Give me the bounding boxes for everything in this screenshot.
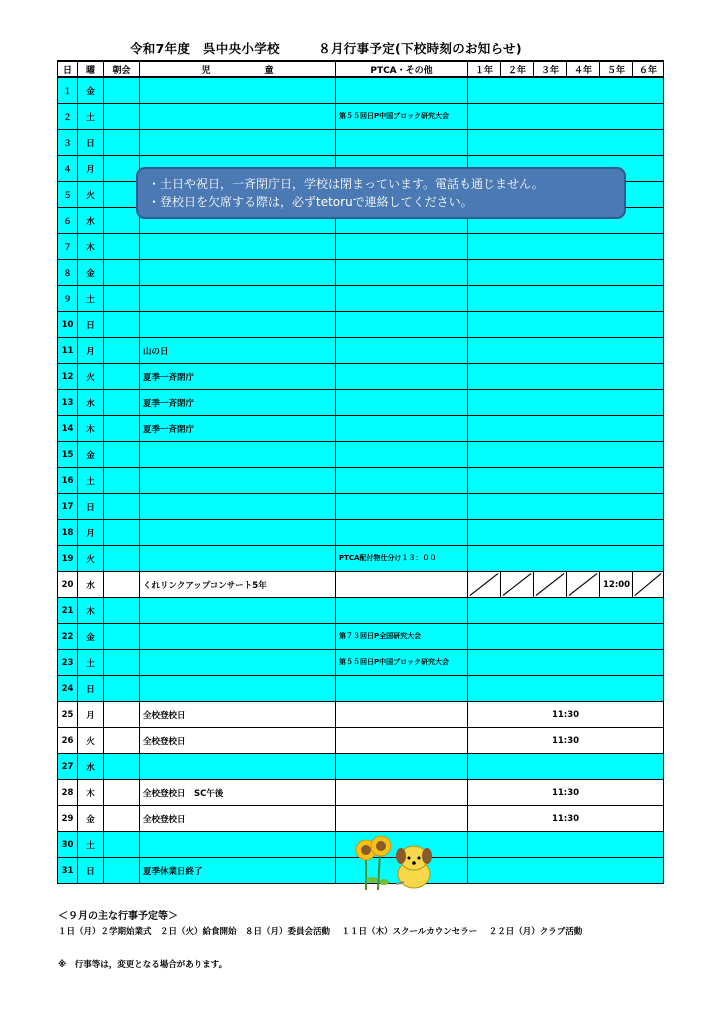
children-cell [140, 312, 336, 338]
weekday-cell: 金 [78, 806, 104, 832]
day-cell: 15 [58, 442, 78, 468]
ptca-cell [336, 390, 468, 416]
grades-cell [468, 754, 664, 780]
children-cell [140, 676, 336, 702]
grades-cell [468, 494, 664, 520]
table-row [58, 416, 664, 442]
table-row [58, 806, 664, 832]
day-cell: 20 [58, 572, 78, 598]
morning-cell [104, 364, 140, 390]
table-row [58, 728, 664, 754]
ptca-cell [336, 806, 468, 832]
notice-line-2: ・登校日を欠席する際は，必ずtetoruで連絡してください。 [148, 195, 473, 209]
children-cell [140, 286, 336, 312]
ptca-cell [336, 338, 468, 364]
day-cell: 17 [58, 494, 78, 520]
day-cell: ２ [58, 104, 78, 130]
weekday-cell: 水 [78, 572, 104, 598]
morning-cell [104, 494, 140, 520]
diagonal-slash-icon [501, 572, 533, 597]
morning-cell [104, 806, 140, 832]
day-cell: 31 [58, 858, 78, 884]
header-children: 児 童 [140, 61, 336, 77]
ptca-cell [336, 598, 468, 624]
day-cell: ８ [58, 260, 78, 286]
weekday-cell: 火 [78, 364, 104, 390]
ptca-cell [336, 676, 468, 702]
header-ptca: PTCA・その他 [336, 61, 468, 77]
grades-cell [468, 364, 664, 390]
weekday-cell: 月 [78, 520, 104, 546]
table-row [58, 780, 664, 806]
weekday-cell: 木 [78, 598, 104, 624]
grade-3-slashed-cell [534, 572, 567, 598]
children-cell [140, 754, 336, 780]
weekday-cell: 水 [78, 208, 104, 234]
morning-cell [104, 572, 140, 598]
day-cell: 18 [58, 520, 78, 546]
children-cell [140, 832, 336, 858]
children-cell: 夏季一斉閉庁 [140, 364, 336, 390]
table-row [58, 676, 664, 702]
morning-cell [104, 77, 140, 104]
weekday-cell: 火 [78, 182, 104, 208]
table-row [58, 286, 664, 312]
morning-cell [104, 208, 140, 234]
header-grade-1: １年 [468, 61, 501, 77]
weekday-cell: 日 [78, 494, 104, 520]
children-cell [140, 468, 336, 494]
weekday-cell: 土 [78, 468, 104, 494]
page-title: 令和7年度 呉中央小学校 ８月行事予定(下校時刻のお知らせ) [130, 41, 522, 56]
weekday-cell: 水 [78, 390, 104, 416]
grades-cell [468, 624, 664, 650]
day-cell: 14 [58, 416, 78, 442]
day-cell: 16 [58, 468, 78, 494]
sunflower-mascot-icon [348, 832, 440, 894]
children-cell: 全校登校日 [140, 702, 336, 728]
table-row [58, 702, 664, 728]
ptca-cell [336, 494, 468, 520]
grades-cell [468, 390, 664, 416]
children-cell: 夏季休業日終了 [140, 858, 336, 884]
day-cell: ５ [58, 182, 78, 208]
ptca-cell [336, 780, 468, 806]
children-cell: 夏季一斉閉庁 [140, 416, 336, 442]
next-month-events: １日（月）２学期始業式 ２日（火）給食開始 ８日（月）委員会活動 １１日（木）スクールカウンセラー ２２日（月）クラブ活動 [58, 927, 583, 937]
notice-line-1: ・土日や祝日，一斉閉庁日，学校は閉まっています。電話も通じません。 [148, 177, 544, 191]
grade-2-slashed-cell [501, 572, 534, 598]
day-cell: 29 [58, 806, 78, 832]
morning-cell [104, 702, 140, 728]
day-cell: 12 [58, 364, 78, 390]
table-row [58, 77, 664, 104]
grades-cell [468, 260, 664, 286]
table-row [58, 260, 664, 286]
ptca-cell [336, 286, 468, 312]
children-cell [140, 234, 336, 260]
ptca-cell [336, 77, 468, 104]
table-row [58, 338, 664, 364]
grades-cell [468, 676, 664, 702]
morning-cell [104, 650, 140, 676]
morning-cell [104, 546, 140, 572]
weekday-cell: 火 [78, 546, 104, 572]
day-cell: ４ [58, 156, 78, 182]
grade-6-slashed-cell [633, 572, 664, 598]
day-cell: 10 [58, 312, 78, 338]
weekday-cell: 日 [78, 858, 104, 884]
table-row [58, 130, 664, 156]
weekday-cell: 金 [78, 442, 104, 468]
dismissal-time-cell: 11:30 [468, 806, 664, 832]
weekday-cell: 日 [78, 676, 104, 702]
day-cell: 30 [58, 832, 78, 858]
weekday-cell: 水 [78, 754, 104, 780]
grades-cell [468, 546, 664, 572]
table-row [58, 754, 664, 780]
day-cell: 22 [58, 624, 78, 650]
children-cell: 全校登校日 [140, 728, 336, 754]
day-cell: 13 [58, 390, 78, 416]
diagonal-slash-icon [468, 572, 500, 597]
grade-5-time-cell: 12:00 [600, 572, 633, 598]
grades-cell [468, 468, 664, 494]
morning-cell [104, 624, 140, 650]
ptca-cell [336, 572, 468, 598]
table-row [58, 234, 664, 260]
weekday-cell: 日 [78, 312, 104, 338]
table-row [58, 572, 664, 598]
table-row [58, 390, 664, 416]
day-cell: 27 [58, 754, 78, 780]
grades-cell [468, 130, 664, 156]
morning-cell [104, 390, 140, 416]
grades-cell [468, 77, 664, 104]
header-grade-6: ６年 [633, 61, 664, 77]
children-cell: 全校登校日 [140, 806, 336, 832]
day-cell: 26 [58, 728, 78, 754]
weekday-cell: 日 [78, 130, 104, 156]
weekday-cell: 土 [78, 104, 104, 130]
morning-cell [104, 234, 140, 260]
weekday-cell: 木 [78, 234, 104, 260]
children-cell [140, 520, 336, 546]
diagonal-slash-icon [534, 572, 566, 597]
ptca-cell: 第７３回日P全国研究大会 [336, 624, 468, 650]
weekday-cell: 月 [78, 338, 104, 364]
weekday-cell: 土 [78, 650, 104, 676]
table-row [58, 494, 664, 520]
children-cell [140, 77, 336, 104]
table-row [58, 104, 664, 130]
children-cell [140, 546, 336, 572]
morning-cell [104, 520, 140, 546]
day-cell: 23 [58, 650, 78, 676]
grade-4-slashed-cell [567, 572, 600, 598]
change-note: ※ 行事等は，変更となる場合があります。 [58, 960, 228, 970]
weekday-cell: 月 [78, 702, 104, 728]
morning-cell [104, 468, 140, 494]
grades-cell [468, 416, 664, 442]
children-cell [140, 260, 336, 286]
grades-cell [468, 832, 664, 858]
grades-cell [468, 104, 664, 130]
morning-cell [104, 104, 140, 130]
ptca-cell [336, 442, 468, 468]
table-row [58, 468, 664, 494]
table-row [58, 312, 664, 338]
grades-cell [468, 234, 664, 260]
diagonal-slash-icon [633, 572, 663, 597]
ptca-cell [336, 364, 468, 390]
children-cell: 山の日 [140, 338, 336, 364]
morning-cell [104, 832, 140, 858]
children-cell [140, 494, 336, 520]
grades-cell [468, 442, 664, 468]
header-day: 日 [58, 61, 78, 77]
children-cell: くれリンクアップコンサート5年 [140, 572, 336, 598]
table-row [58, 442, 664, 468]
day-cell: 11 [58, 338, 78, 364]
day-cell: ７ [58, 234, 78, 260]
dismissal-time-cell: 11:30 [468, 702, 664, 728]
day-cell: ６ [58, 208, 78, 234]
day-cell: １ [58, 77, 78, 104]
grades-cell [468, 650, 664, 676]
dismissal-time-cell: 11:30 [468, 780, 664, 806]
ptca-cell: PTCA配付物仕分け１３：００ [336, 546, 468, 572]
children-cell: 全校登校日 SC午後 [140, 780, 336, 806]
table-row [58, 624, 664, 650]
ptca-cell [336, 754, 468, 780]
morning-cell [104, 130, 140, 156]
weekday-cell: 金 [78, 624, 104, 650]
table-row [58, 650, 664, 676]
morning-cell [104, 728, 140, 754]
ptca-cell: 第５５回日P中国ブロック研究大会 [336, 104, 468, 130]
day-cell: 21 [58, 598, 78, 624]
day-cell: 24 [58, 676, 78, 702]
ptca-cell [336, 520, 468, 546]
morning-cell [104, 338, 140, 364]
grades-cell [468, 598, 664, 624]
morning-cell [104, 156, 140, 182]
children-cell [140, 104, 336, 130]
morning-cell [104, 676, 140, 702]
table-row [58, 364, 664, 390]
ptca-cell [336, 260, 468, 286]
morning-cell [104, 858, 140, 884]
morning-cell [104, 260, 140, 286]
weekday-cell: 火 [78, 728, 104, 754]
ptca-cell [336, 312, 468, 338]
day-cell: ３ [58, 130, 78, 156]
weekday-cell: 木 [78, 416, 104, 442]
morning-cell [104, 286, 140, 312]
morning-cell [104, 442, 140, 468]
children-cell [140, 442, 336, 468]
morning-cell [104, 754, 140, 780]
table-row [58, 598, 664, 624]
day-cell: 19 [58, 546, 78, 572]
table-row [58, 520, 664, 546]
morning-cell [104, 598, 140, 624]
grades-cell [468, 338, 664, 364]
weekday-cell: 金 [78, 77, 104, 104]
header-grade-2: ２年 [501, 61, 534, 77]
weekday-cell: 土 [78, 286, 104, 312]
header-weekday: 曜 [78, 61, 104, 77]
weekday-cell: 金 [78, 260, 104, 286]
morning-cell [104, 416, 140, 442]
weekday-cell: 木 [78, 780, 104, 806]
day-cell: ９ [58, 286, 78, 312]
ptca-cell [336, 416, 468, 442]
table-row [58, 546, 664, 572]
weekday-cell: 土 [78, 832, 104, 858]
ptca-cell [336, 728, 468, 754]
grades-cell [468, 520, 664, 546]
children-cell [140, 130, 336, 156]
ptca-cell [336, 130, 468, 156]
weekday-cell: 月 [78, 156, 104, 182]
grades-cell [468, 286, 664, 312]
grade-1-slashed-cell [468, 572, 501, 598]
closure-notice [136, 167, 626, 219]
dismissal-time-cell: 11:30 [468, 728, 664, 754]
ptca-cell [336, 468, 468, 494]
morning-cell [104, 780, 140, 806]
ptca-cell [336, 702, 468, 728]
grades-cell [468, 312, 664, 338]
children-cell [140, 624, 336, 650]
day-cell: 25 [58, 702, 78, 728]
table-header [58, 61, 664, 77]
children-cell: 夏季一斉閉庁 [140, 390, 336, 416]
header-morning-assembly: 朝会 [104, 61, 140, 77]
children-cell [140, 650, 336, 676]
header-grade-4: ４年 [567, 61, 600, 77]
day-cell: 28 [58, 780, 78, 806]
diagonal-slash-icon [567, 572, 599, 597]
children-cell [140, 598, 336, 624]
ptca-cell: 第５５回日P中国ブロック研究大会 [336, 650, 468, 676]
grades-cell [468, 858, 664, 884]
ptca-cell [336, 234, 468, 260]
header-grade-3: ３年 [534, 61, 567, 77]
next-month-heading: ＜９月の主な行事予定等＞ [58, 911, 178, 922]
header-grade-5: ５年 [600, 61, 633, 77]
morning-cell [104, 182, 140, 208]
morning-cell [104, 312, 140, 338]
